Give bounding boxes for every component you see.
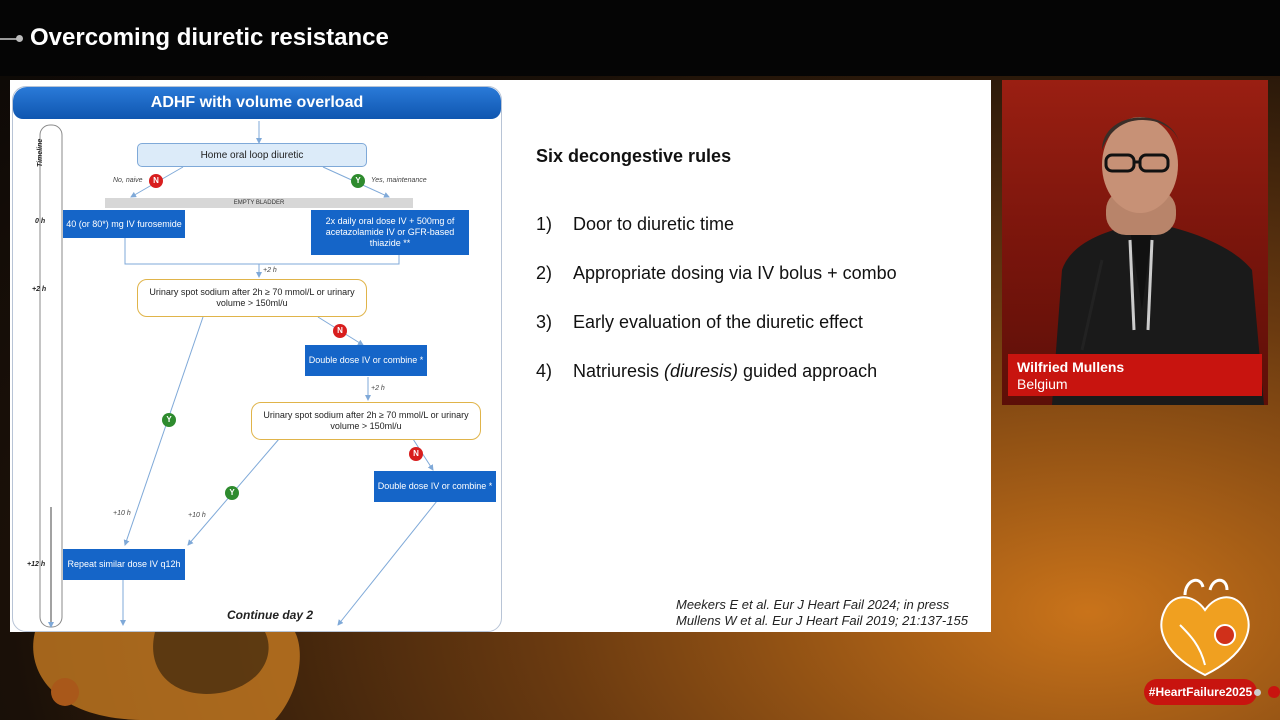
reference-2: Mullens W et al. Eur J Heart Fail 2019; 21:137-155 bbox=[676, 613, 968, 628]
session-title: Overcoming diuretic resistance bbox=[30, 24, 389, 51]
furosemide-box: 40 (or 80*) mg IV furosemide bbox=[63, 210, 185, 238]
repeat-dose-box: Repeat similar dose IV q12h bbox=[63, 549, 185, 580]
speaker-country: Belgium bbox=[1017, 376, 1068, 392]
flowchart-title: ADHF with volume overload bbox=[13, 87, 501, 119]
rule-text: Appropriate dosing via IV bolus + combo bbox=[573, 263, 897, 283]
speaker-namecard bbox=[1008, 354, 1262, 396]
rule-text-emphasis: (diuresis) bbox=[664, 361, 739, 381]
interval-2h-label-2: +2 h bbox=[371, 385, 385, 392]
top-bar bbox=[0, 0, 1280, 76]
continue-day2-label: Continue day 2 bbox=[227, 608, 314, 622]
time-mark-2h: +2 h bbox=[32, 286, 47, 293]
flowchart-panel bbox=[12, 86, 502, 632]
home-diuretic-box: Home oral loop diuretic bbox=[137, 143, 367, 167]
badge-yes-3: Y bbox=[225, 486, 239, 500]
badge-no: N bbox=[149, 174, 163, 188]
double-dose-box-1: Double dose IV or combine * bbox=[305, 345, 427, 376]
rule-item-1 bbox=[536, 214, 734, 235]
title-decor-dot bbox=[16, 35, 23, 42]
rule-item-3 bbox=[536, 312, 863, 333]
interval-10h-label-2: +10 h bbox=[188, 512, 206, 519]
badge-yes-2: Y bbox=[162, 413, 176, 427]
rule-number: 3) bbox=[536, 312, 553, 332]
empty-bladder-bar: EMPTY BLADDER bbox=[105, 198, 413, 208]
heart-logo-icon bbox=[1155, 575, 1255, 680]
interval-10h-label-1: +10 h bbox=[113, 510, 131, 517]
rules-title: Six decongestive rules bbox=[536, 146, 732, 166]
time-mark-0h: 0 h bbox=[35, 218, 46, 225]
speaker-name: Wilfried Mullens bbox=[1017, 359, 1125, 375]
urinary-check-box-1: Urinary spot sodium after 2h ≥ 70 mmol/L or urinary volume > 150ml/u bbox=[137, 279, 367, 317]
double-dose-box-2: Double dose IV or combine * bbox=[374, 471, 496, 502]
branch-yes-label: Yes, maintenance bbox=[371, 177, 427, 184]
rule-item-2 bbox=[536, 263, 897, 284]
branch-no-label: No, naive bbox=[113, 177, 143, 184]
rule-item-4 bbox=[536, 361, 877, 382]
oral-dose-box: 2x daily oral dose IV + 500mg of acetazolamide IV or GFR-based thiazide ** bbox=[311, 210, 469, 255]
presentation-slide bbox=[10, 80, 991, 632]
rule-text-pre: Natriuresis bbox=[573, 361, 665, 381]
hashtag-badge: #HeartFailure2025 bbox=[1144, 679, 1257, 705]
rule-text: Early evaluation of the diuretic effect bbox=[573, 312, 863, 332]
urinary-check-box-2: Urinary spot sodium after 2h ≥ 70 mmol/L or urinary volume > 150ml/u bbox=[251, 402, 481, 440]
interval-2h-label: +2 h bbox=[263, 267, 277, 274]
rule-text: Door to diuretic time bbox=[573, 214, 735, 234]
decor-dot-red bbox=[1268, 686, 1280, 698]
background-heart-graphic bbox=[25, 632, 305, 720]
timeline-label: Timeline bbox=[37, 138, 44, 167]
badge-yes: Y bbox=[351, 174, 365, 188]
references bbox=[676, 597, 968, 629]
rule-number: 2) bbox=[536, 263, 553, 283]
time-mark-12h: +12 h bbox=[27, 561, 46, 568]
rule-number: 4) bbox=[536, 361, 553, 381]
rule-text-post: guided approach bbox=[738, 361, 878, 381]
reference-1: Meekers E et al. Eur J Heart Fail 2024; in press bbox=[676, 597, 950, 612]
badge-no-2: N bbox=[333, 324, 347, 338]
decor-dot bbox=[1254, 689, 1261, 696]
rule-number: 1) bbox=[536, 214, 553, 234]
badge-no-3: N bbox=[409, 447, 423, 461]
